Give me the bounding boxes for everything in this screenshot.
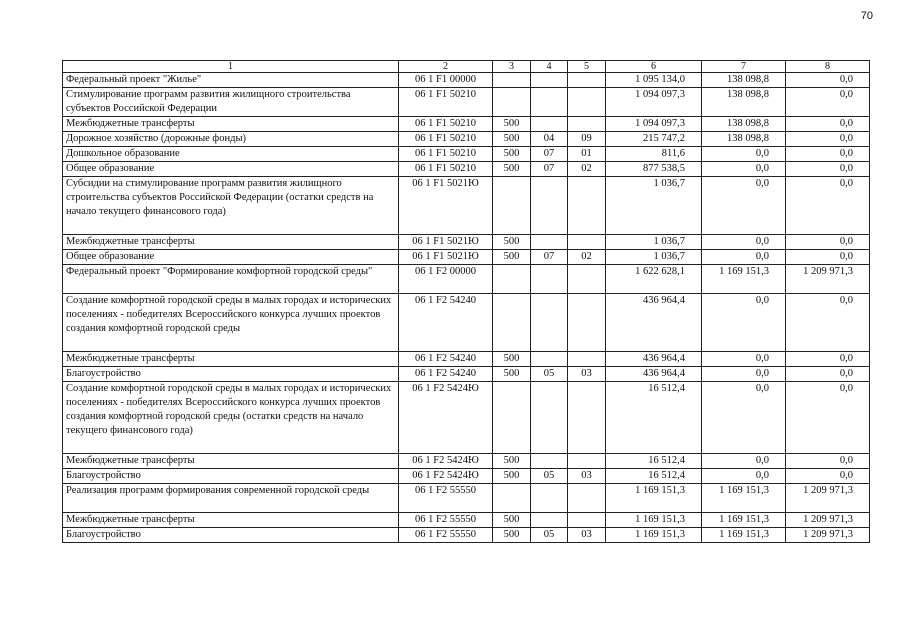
expense-type-cell	[493, 265, 531, 294]
subsection-cell: 01	[568, 147, 606, 162]
row-name-cell: Благоустройство	[63, 469, 399, 484]
amount-col6-cell: 436 964,4	[606, 352, 702, 367]
row-name-cell: Дорожное хозяйство (дорожные фонды)	[63, 132, 399, 147]
amount-col8-cell: 0,0	[786, 235, 870, 250]
table-row	[63, 147, 870, 162]
section-cell	[531, 73, 568, 88]
expense-type-cell	[493, 88, 531, 117]
expense-type-cell: 500	[493, 454, 531, 469]
column-header-2: 2	[399, 61, 493, 73]
target-article-cell: 06 1 F1 50210	[399, 132, 493, 147]
row-name-cell: Субсидии на стимулирование программ развития жилищного строительства субъектов Российской Федерации (остатки средств на начало текущего финансового года)	[63, 177, 399, 235]
table-row	[63, 382, 870, 454]
amount-col6-cell: 1 094 097,3	[606, 117, 702, 132]
target-article-cell: 06 1 F2 00000	[399, 265, 493, 294]
subsection-cell	[568, 177, 606, 235]
target-article-cell: 06 1 F2 5424Ю	[399, 469, 493, 484]
target-article-cell: 06 1 F1 5021Ю	[399, 177, 493, 235]
subsection-cell: 03	[568, 469, 606, 484]
amount-col6-cell: 811,6	[606, 147, 702, 162]
row-name-cell: Стимулирование программ развития жилищного строительства субъектов Российской Федерации	[63, 88, 399, 117]
amount-col6-cell: 1 169 151,3	[606, 513, 702, 528]
subsection-cell	[568, 265, 606, 294]
amount-col7-cell: 0,0	[702, 382, 786, 454]
target-article-cell: 06 1 F1 5021Ю	[399, 235, 493, 250]
section-cell: 07	[531, 162, 568, 177]
amount-col8-cell: 0,0	[786, 454, 870, 469]
amount-col7-cell: 0,0	[702, 469, 786, 484]
target-article-cell: 06 1 F1 50210	[399, 88, 493, 117]
table-row	[63, 469, 870, 484]
amount-col7-cell: 0,0	[702, 454, 786, 469]
table-row	[63, 250, 870, 265]
amount-col8-cell: 0,0	[786, 294, 870, 352]
row-name-cell: Благоустройство	[63, 528, 399, 543]
amount-col6-cell: 877 538,5	[606, 162, 702, 177]
subsection-cell	[568, 513, 606, 528]
table-row	[63, 132, 870, 147]
table-row	[63, 265, 870, 294]
subsection-cell	[568, 352, 606, 367]
amount-col6-cell: 1 169 151,3	[606, 528, 702, 543]
subsection-cell: 02	[568, 162, 606, 177]
section-cell: 07	[531, 147, 568, 162]
row-name-cell: Общее образование	[63, 250, 399, 265]
row-name-cell: Создание комфортной городской среды в малых городах и исторических поселениях - победителях Всероссийского конкурса лучших проектов создания комфортной городской среды	[63, 294, 399, 352]
expense-type-cell	[493, 382, 531, 454]
amount-col6-cell: 1 036,7	[606, 177, 702, 235]
section-cell	[531, 177, 568, 235]
table-row	[63, 177, 870, 235]
row-name-cell: Создание комфортной городской среды в малых городах и исторических поселениях - победителях Всероссийского конкурса лучших проектов создания комфортной городской среды (остатки средств на начало текущего финансового года)	[63, 382, 399, 454]
target-article-cell: 06 1 F1 50210	[399, 147, 493, 162]
section-cell: 05	[531, 367, 568, 382]
amount-col7-cell: 0,0	[702, 162, 786, 177]
amount-col7-cell: 0,0	[702, 177, 786, 235]
section-cell	[531, 352, 568, 367]
section-cell: 05	[531, 469, 568, 484]
target-article-cell: 06 1 F2 54240	[399, 367, 493, 382]
table-row	[63, 454, 870, 469]
section-cell: 07	[531, 250, 568, 265]
expense-type-cell: 500	[493, 162, 531, 177]
target-article-cell: 06 1 F2 5424Ю	[399, 382, 493, 454]
section-cell	[531, 513, 568, 528]
amount-col8-cell: 0,0	[786, 250, 870, 265]
amount-col6-cell: 16 512,4	[606, 454, 702, 469]
target-article-cell: 06 1 F1 00000	[399, 73, 493, 88]
expense-type-cell: 500	[493, 528, 531, 543]
column-header-6: 6	[606, 61, 702, 73]
amount-col8-cell: 0,0	[786, 88, 870, 117]
amount-col8-cell: 1 209 971,3	[786, 484, 870, 513]
subsection-cell: 03	[568, 367, 606, 382]
expense-type-cell: 500	[493, 132, 531, 147]
row-name-cell: Межбюджетные трансферты	[63, 513, 399, 528]
section-cell: 05	[531, 528, 568, 543]
table-row	[63, 88, 870, 117]
expense-type-cell	[493, 177, 531, 235]
row-name-cell: Общее образование	[63, 162, 399, 177]
amount-col8-cell: 0,0	[786, 162, 870, 177]
row-name-cell: Межбюджетные трансферты	[63, 235, 399, 250]
subsection-cell	[568, 454, 606, 469]
table-header-row	[63, 61, 870, 73]
column-header-3: 3	[493, 61, 531, 73]
subsection-cell: 03	[568, 528, 606, 543]
section-cell	[531, 294, 568, 352]
amount-col6-cell: 1 036,7	[606, 250, 702, 265]
amount-col8-cell: 0,0	[786, 117, 870, 132]
amount-col6-cell: 1 036,7	[606, 235, 702, 250]
amount-col7-cell: 0,0	[702, 294, 786, 352]
amount-col8-cell: 0,0	[786, 469, 870, 484]
amount-col7-cell: 138 098,8	[702, 117, 786, 132]
column-header-1: 1	[63, 61, 399, 73]
target-article-cell: 06 1 F2 5424Ю	[399, 454, 493, 469]
budget-table	[62, 60, 870, 543]
amount-col8-cell: 0,0	[786, 177, 870, 235]
table-row	[63, 294, 870, 352]
target-article-cell: 06 1 F1 50210	[399, 117, 493, 132]
column-header-7: 7	[702, 61, 786, 73]
amount-col7-cell: 138 098,8	[702, 73, 786, 88]
amount-col6-cell: 16 512,4	[606, 382, 702, 454]
target-article-cell: 06 1 F1 5021Ю	[399, 250, 493, 265]
amount-col7-cell: 0,0	[702, 235, 786, 250]
amount-col7-cell: 1 169 151,3	[702, 528, 786, 543]
expense-type-cell: 500	[493, 250, 531, 265]
subsection-cell: 02	[568, 250, 606, 265]
row-name-cell: Межбюджетные трансферты	[63, 117, 399, 132]
expense-type-cell: 500	[493, 352, 531, 367]
amount-col6-cell: 215 747,2	[606, 132, 702, 147]
subsection-cell	[568, 235, 606, 250]
amount-col8-cell: 0,0	[786, 73, 870, 88]
table-row	[63, 367, 870, 382]
amount-col7-cell: 1 169 151,3	[702, 484, 786, 513]
section-cell	[531, 484, 568, 513]
amount-col6-cell: 1 169 151,3	[606, 484, 702, 513]
expense-type-cell: 500	[493, 235, 531, 250]
column-header-4: 4	[531, 61, 568, 73]
amount-col6-cell: 1 622 628,1	[606, 265, 702, 294]
subsection-cell: 09	[568, 132, 606, 147]
section-cell	[531, 88, 568, 117]
row-name-cell: Федеральный проект "Формирование комфортной городской среды"	[63, 265, 399, 294]
amount-col8-cell: 0,0	[786, 352, 870, 367]
target-article-cell: 06 1 F2 54240	[399, 352, 493, 367]
amount-col8-cell: 0,0	[786, 367, 870, 382]
expense-type-cell	[493, 484, 531, 513]
amount-col8-cell: 1 209 971,3	[786, 265, 870, 294]
row-name-cell: Межбюджетные трансферты	[63, 454, 399, 469]
section-cell	[531, 265, 568, 294]
expense-type-cell: 500	[493, 367, 531, 382]
amount-col6-cell: 16 512,4	[606, 469, 702, 484]
table-row	[63, 513, 870, 528]
amount-col7-cell: 0,0	[702, 367, 786, 382]
amount-col7-cell: 1 169 151,3	[702, 265, 786, 294]
target-article-cell: 06 1 F1 50210	[399, 162, 493, 177]
amount-col7-cell: 0,0	[702, 250, 786, 265]
subsection-cell	[568, 73, 606, 88]
subsection-cell	[568, 117, 606, 132]
row-name-cell: Дошкольное образование	[63, 147, 399, 162]
subsection-cell	[568, 88, 606, 117]
table-row	[63, 528, 870, 543]
row-name-cell: Межбюджетные трансферты	[63, 352, 399, 367]
table-row	[63, 352, 870, 367]
table-row	[63, 235, 870, 250]
amount-col8-cell: 0,0	[786, 382, 870, 454]
column-header-5: 5	[568, 61, 606, 73]
section-cell	[531, 117, 568, 132]
row-name-cell: Реализация программ формирования современной городской среды	[63, 484, 399, 513]
amount-col7-cell: 1 169 151,3	[702, 513, 786, 528]
column-header-8: 8	[786, 61, 870, 73]
page-number: 70	[860, 10, 873, 22]
subsection-cell	[568, 382, 606, 454]
table-body	[63, 73, 870, 543]
amount-col6-cell: 1 094 097,3	[606, 88, 702, 117]
section-cell	[531, 382, 568, 454]
target-article-cell: 06 1 F2 55550	[399, 513, 493, 528]
row-name-cell: Благоустройство	[63, 367, 399, 382]
row-name-cell: Федеральный проект "Жилье"	[63, 73, 399, 88]
amount-col7-cell: 138 098,8	[702, 88, 786, 117]
amount-col6-cell: 436 964,4	[606, 294, 702, 352]
table-row	[63, 117, 870, 132]
amount-col7-cell: 0,0	[702, 147, 786, 162]
target-article-cell: 06 1 F2 55550	[399, 528, 493, 543]
section-cell	[531, 235, 568, 250]
table-row	[63, 162, 870, 177]
expense-type-cell: 500	[493, 147, 531, 162]
expense-type-cell: 500	[493, 513, 531, 528]
subsection-cell	[568, 294, 606, 352]
amount-col8-cell: 1 209 971,3	[786, 528, 870, 543]
amount-col6-cell: 436 964,4	[606, 367, 702, 382]
expense-type-cell: 500	[493, 117, 531, 132]
amount-col8-cell: 0,0	[786, 132, 870, 147]
target-article-cell: 06 1 F2 55550	[399, 484, 493, 513]
expense-type-cell	[493, 73, 531, 88]
amount-col7-cell: 138 098,8	[702, 132, 786, 147]
target-article-cell: 06 1 F2 54240	[399, 294, 493, 352]
table-row	[63, 484, 870, 513]
expense-type-cell	[493, 294, 531, 352]
section-cell: 04	[531, 132, 568, 147]
amount-col7-cell: 0,0	[702, 352, 786, 367]
amount-col6-cell: 1 095 134,0	[606, 73, 702, 88]
table-row	[63, 73, 870, 88]
amount-col8-cell: 1 209 971,3	[786, 513, 870, 528]
amount-col8-cell: 0,0	[786, 147, 870, 162]
expense-type-cell: 500	[493, 469, 531, 484]
subsection-cell	[568, 484, 606, 513]
section-cell	[531, 454, 568, 469]
